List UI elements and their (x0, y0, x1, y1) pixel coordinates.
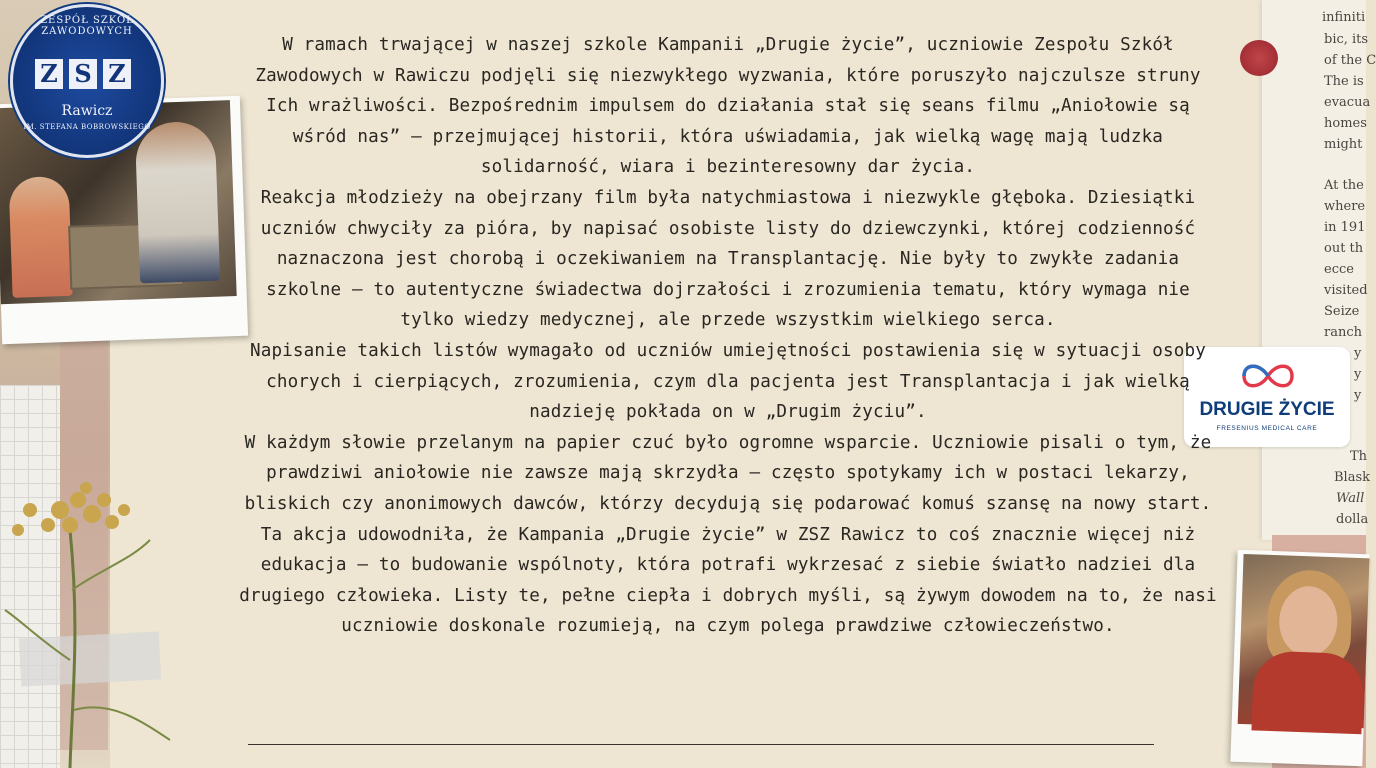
book-line: y (1354, 346, 1362, 361)
campaign-logo-title: DRUGIE ŻYCIE (1199, 399, 1335, 420)
campaign-logo-subtitle: FRESENIUS MEDICAL CARE (1216, 425, 1318, 432)
book-line: y (1354, 367, 1362, 382)
book-line: bic, its (1324, 32, 1369, 47)
woman-portrait-image (1238, 554, 1370, 728)
book-line: ranch (1324, 325, 1362, 340)
movie-still-photo-right (1230, 550, 1369, 766)
book-line: At the (1324, 178, 1364, 193)
school-logo (10, 4, 164, 158)
book-line: Seize (1324, 304, 1360, 319)
book-line: homes (1324, 116, 1367, 131)
book-line: Blask (1334, 470, 1371, 485)
book-line: ecce (1324, 262, 1354, 277)
book-line: The is (1324, 74, 1364, 89)
sweater-shape (1251, 650, 1364, 734)
logo-letter-z1: Z (35, 59, 63, 89)
bottom-divider (248, 744, 1154, 745)
article-paragraph: W ramach trwającej w naszej szkole Kampanii „Drugie życie”, uczniowie Zespołu Szkół Zawodowych w Rawiczu podjęli się niezwykłego wyzwania, które poruszyło najczulsze struny Ich wrażliwości. Bezpośrednim impulsem do działania stał się seans filmu „Aniołowie są wśród nas” – przejmującej historii, która uświadamia, jak wielką wagę mają ludzka solidarność, wiara i bezinteresowny dar życia. (255, 35, 1201, 178)
article-body (236, 30, 1220, 642)
book-line: Wall (1336, 491, 1365, 506)
book-page-scrap (1262, 0, 1376, 540)
book-line: dolla (1336, 512, 1369, 527)
article-paragraph: W każdym słowie przelanym na papier czuć było ogromne wsparcie. Uczniowie pisali o tym, że prawdziwi aniołowie nie zawsze mają skrzydła – często spotykamy ich w postaci lekarzy, bliskich czy anonimowych dawców, którzy decydują się podarować komuś szansę na nowy start. (244, 432, 1212, 514)
logo-letter-s: S (69, 59, 97, 89)
book-line: visited (1324, 283, 1368, 298)
girl-figure (8, 176, 72, 298)
dried-flower-decoration (0, 470, 180, 768)
article-paragraph: Reakcja młodzieży na obejrzany film była natychmiastowa i niezwykle głęboka. Dziesiątki uczniów chwyciły za pióra, by napisać osobiste listy do dziewczynki, której codzienność naznaczona jest chorobą i oczekiwaniem na Transplantację. Nie były to zwykłe zadania szkolne – to autentyczne świadectwa dojrzałości i zrozumienia tematu, który wymaga nie tylko wiedzy medycznej, ale przede wszystkim wielkiego serca. (260, 187, 1196, 331)
wax-seal (1240, 40, 1278, 76)
book-line: evacua (1324, 95, 1371, 110)
book-line: in 191 (1324, 220, 1366, 235)
school-logo-top-text: ZESPÓŁ SZKÓŁ ZAWODOWYCH (40, 15, 134, 37)
man-figure (135, 121, 221, 284)
book-line: y (1354, 388, 1362, 403)
logo-letter-z2: Z (103, 59, 131, 89)
book-line: infiniti (1322, 10, 1366, 25)
school-logo-letters (35, 59, 131, 89)
school-logo-bottom-text: IM. STEFANA BOBROWSKIEGO (23, 123, 151, 131)
book-line: where (1324, 199, 1366, 214)
book-line: might (1324, 137, 1363, 152)
infinity-icon (1238, 359, 1298, 393)
school-logo-city: Rawicz (61, 103, 113, 119)
article-paragraph: Napisanie takich listów wymagało od uczniów umiejętności postawienia się w sytuacji osoby chorych i cierpiących, zrozumienia, czym dla pacjenta jest Transplantacja i jak wielką nadzieję pokłada on w „Drugim życiu”. (249, 340, 1207, 423)
book-line: Th (1350, 449, 1368, 464)
article-paragraph: Ta akcja udowodniła, że Kampania „Drugie życie” w ZSZ Rawicz to coś znacznie więcej niż edukacja – to budowanie wspólnoty, która potrafi wykrzesać z siebie światło nadziei dla drugiego człowieka. Listy te, pełne ciepła i dobrych myśli, są żywym dowodem na to, że nasi uczniowie doskonale rozumieją, na czym polega prawdziwe człowieczeństwo. (239, 524, 1217, 637)
book-line: out th (1324, 241, 1364, 256)
book-line: of the C (1324, 53, 1376, 68)
